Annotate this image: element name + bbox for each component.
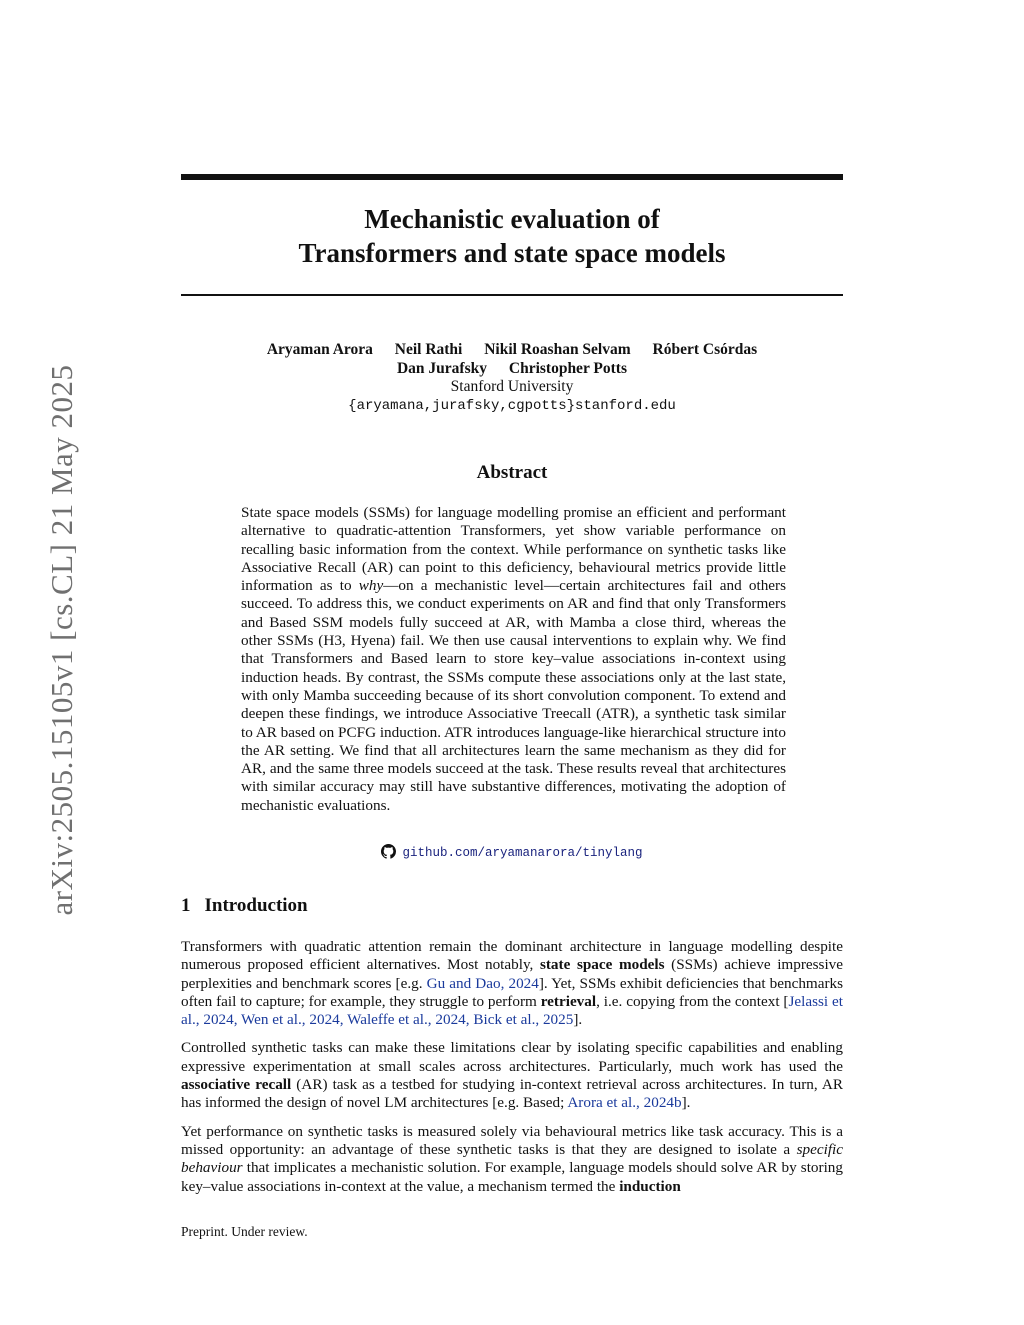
footer-note: Preprint. Under review. xyxy=(181,1224,308,1239)
author-email: {aryamana,jurafsky,cgpotts}stanford.edu xyxy=(348,397,676,414)
paragraph: Controlled synthetic tasks can make these limitations clear by isolating specific capabilities and enabling expressive experimentation at small scales across architectures. Particularly, much work has used the associative recall (AR) task as a testbed for studying in-context retrieval across architectures. In turn, AR has informed the design of novel LM architectures [e.g. Based; Arora et al., 2024b]. xyxy=(181,1039,844,1112)
abstract-body: State space models (SSMs) for language modelling promise an efficient and performant alternative to quadratic-attention Transformers, yet show variable performance on recalling basic information from the context. While performance on synthetic tasks like Associative Recall (AR) can point to this deficiency, behavioural metrics provide little information as to why—on a mechanistic level—certain architectures fail and others succeed. To address this, we conduct experiments on AR and find that only Transformers and Based SSM models fully succeed at AR, with Mamba a close third, whereas the other SSMs (H3, Hyena) fail. We then use causal interventions to explain why. We find that Transformers and Based learn to store key–value associations in-context using induction heads. By contrast, the SSMs compute these associations only at the last state, with only Mamba succeeding because of its short convolution component. To extend and deepen these findings, we introduce Associative Treecall (ATR), a synthetic task similar to AR based on PCFG induction. ATR introduces language-like hierarchical structure into the AR setting. We find that all architectures learn the same mechanism as they did for AR, and the same three models succeed at the task. These results reveal that architectures with similar accuracy may still have substantive differences, motivating the adoption of mechanistic evaluations. xyxy=(241,504,786,814)
section-heading xyxy=(181,895,308,917)
affiliation: Stanford University xyxy=(450,378,574,395)
author-name: Aryaman Arora xyxy=(266,341,373,358)
author-name: Dan Jurafsky xyxy=(396,359,487,377)
citation-link[interactable]: Arora et al., 2024b xyxy=(567,1094,682,1112)
introduction-body xyxy=(181,938,843,1206)
paragraph: Transformers with quadratic attention remain the dominant architecture in language modelling despite numerous proposed efficient alternatives. Most notably, state space models (SSMs) achieve impressive perplexities and benchmark scores [e.g. Gu and Dao, 2024]. Yet, SSMs exhibit deficiencies that benchmarks often fail to capture; for example, they struggle to perform retrieval, i.e. copying from the context [Jelassi et al., 2024, Wen et al., 2024, Waleffe et al., 2024, Bick et al., 2025]. xyxy=(181,938,844,1029)
author-name: Nikil Roashan Selvam xyxy=(484,341,631,358)
author-name: Róbert Csórdas xyxy=(652,341,758,358)
title-rule-top xyxy=(181,174,843,180)
paper-title xyxy=(181,202,843,270)
title-line-1: Mechanistic evaluation of xyxy=(364,204,660,234)
emphasis: why xyxy=(358,577,384,595)
author-name: Neil Rathi xyxy=(394,341,463,358)
title-rule-bottom xyxy=(181,294,843,296)
citation-link[interactable]: Jelassi et al., 2024, Wen et al., 2024, Waleffe et al., 2024, Bick et al., 2025 xyxy=(181,992,843,1029)
author-name: Christopher Potts xyxy=(508,359,627,377)
arxiv-identifier: arXiv:2505.15105v1 [cs.CL] 21 May 2025 xyxy=(44,364,79,916)
author-row-2 xyxy=(181,360,843,379)
paragraph: Yet performance on synthetic tasks is measured solely via behavioural metrics like task accuracy. This is a missed opportunity: an advantage of these synthetic tasks is that they are designed to isolate a specific behaviour that implicates a mechanistic solution. For example, language models should solve AR by storing key–value associations in-context at the value, a mechanism termed the induction xyxy=(181,1122,843,1195)
title-line-2: Transformers and state space models xyxy=(298,238,726,268)
github-icon xyxy=(381,844,396,859)
section-number: 1 xyxy=(181,895,191,916)
section-title: Introduction xyxy=(204,895,308,916)
author-block xyxy=(181,341,843,415)
repo-link[interactable] xyxy=(181,844,843,860)
abstract-heading: Abstract xyxy=(476,462,548,483)
author-row-1 xyxy=(181,341,843,360)
repo-link-text: github.com/aryamanarora/tinylang xyxy=(402,846,643,860)
citation-link[interactable]: Gu and Dao, 2024 xyxy=(426,974,539,992)
